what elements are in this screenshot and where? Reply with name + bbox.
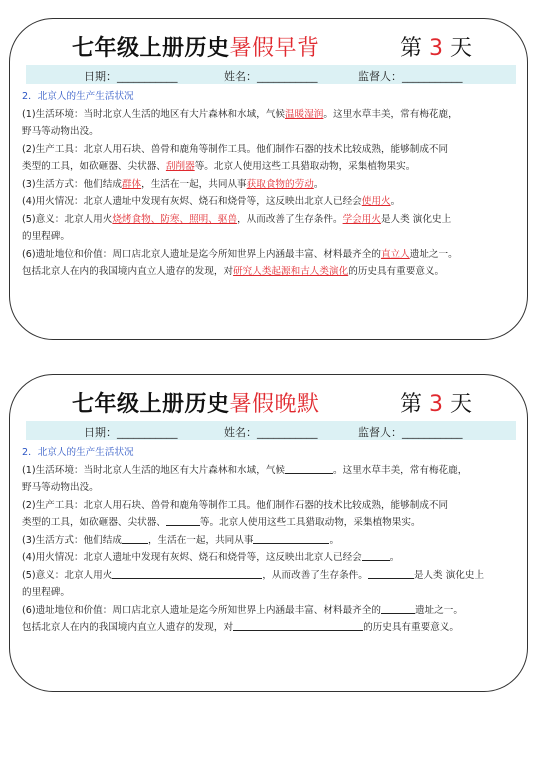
text-span: (6)遗址地位和价值：周口店北京人遗址是迄今所知世界上内涵最丰富、材料最齐全的 [22,604,381,616]
text-span: 。 [329,534,340,546]
text-span: (3)生活方式：他们结成 [22,178,122,190]
line-value [22,263,515,281]
answer-climate: 温暖湿润 [285,108,324,120]
text-span: 类型的工具，如砍砸器、尖状器、 [22,161,166,172]
blank-group[interactable] [122,532,148,544]
line-value [22,619,515,637]
day-counter [400,31,472,62]
blank-homo-erectus[interactable] [381,602,415,614]
title-plain: 七年级上册历史 [72,36,230,61]
line-fire-use [22,193,515,211]
line-lifestyle [22,532,515,550]
line-significance [22,211,515,229]
content-body [22,88,515,281]
card-title [72,31,320,62]
card-header [10,31,527,65]
text-span: 。这里水草丰美，常有梅花鹿， [323,108,458,120]
day-counter [400,387,472,418]
blank-learned-fire[interactable] [368,567,414,579]
title-accent: 暑假晚默 [229,392,320,417]
line-site-status [22,246,515,264]
line-environment [22,106,515,124]
answer-fire: 使用火 [361,196,391,207]
text-span: 等。北京人使用这些工具猎取动物，采集植物果实。 [199,517,421,528]
line-site-status [22,602,515,620]
text-span: 。 [389,552,400,563]
text-span: 遗址之一。 [414,604,463,616]
text-span: 。这里水草丰美，常有梅花鹿， [333,464,468,476]
evening-dictation-card [9,374,528,692]
text-span: (4)用火情况：北京人遗址中发现有灰烬、烧石和烧骨等，这反映出北京人已经会 [22,196,362,207]
line-fire-use [22,549,515,567]
text-span: 包括北京人在内的我国境内直立人遗存的发现，对 [22,622,234,633]
line-tools: (2)生产工具：北京人用石块、兽骨和鹿角等制作工具。他们制作石器的技术比较成熟，能够制成不同 [22,499,449,511]
text-span: 。 [390,196,401,207]
line-milestone: 的里程碑。 [22,587,70,598]
name-field[interactable]: 姓名：___________ [224,426,318,439]
blank-fire[interactable] [362,549,390,561]
date-field[interactable]: 日期：___________ [84,70,178,83]
answer-homo-erectus: 直立人 [380,248,410,260]
line-significance [22,567,515,585]
text-span: ，生活在一起，共同从事 [147,534,254,546]
text-span: 遗址之一。 [409,248,458,260]
card-header [10,387,527,421]
day-prefix: 第 [400,392,423,417]
text-span: 类型的工具，如砍砸器、尖状器、 [22,517,166,528]
answer-learned-fire: 学会用火 [342,213,381,225]
day-number: 3 [429,36,444,61]
text-span: 等。北京人使用这些工具猎取动物，采集植物果实。 [194,161,416,172]
text-span: ，生活在一起，共同从事 [141,178,247,190]
title-plain: 七年级上册历史 [72,392,230,417]
text-span: 是人类 演化史上 [380,213,452,225]
name-field[interactable]: 姓名：___________ [224,70,318,83]
text-span: 包括北京人在内的我国境内直立人遗存的发现，对 [22,266,234,277]
info-bar [26,421,516,440]
card-title [72,387,320,418]
day-prefix: 第 [400,36,423,61]
title-accent: 暑假早背 [229,36,320,61]
line-animals: 野马等动物出没。 [22,482,99,493]
line-tool-types [22,158,515,176]
line-milestone: 的里程碑。 [22,231,70,242]
answer-research: 研究人类起源和古人类演化 [233,266,349,277]
morning-recite-card [9,18,528,340]
text-span: (5)意义：北京人用火 [22,569,113,581]
supervisor-field[interactable]: 监督人：___________ [358,70,463,83]
blank-labor[interactable] [253,532,329,544]
line-tool-types [22,514,515,532]
answer-tool: 刮削器 [165,161,195,172]
answer-group: 群体 [121,178,142,190]
day-suffix: 天 [450,36,473,61]
answer-labor: 获取食物的劳动 [246,178,314,190]
content-body [22,444,515,637]
text-span: ，从而改善了生存条件。 [262,569,368,581]
blank-tool[interactable] [166,514,200,526]
text-span: (5)意义：北京人用火 [22,213,113,225]
text-span: (1)生活环境：当时北京人生活的地区有大片森林和水域，气候 [22,464,286,476]
line-tools: (2)生产工具：北京人用石块、兽骨和鹿角等制作工具。他们制作石器的技术比较成熟，能够制成不同 [22,143,449,155]
blank-climate[interactable] [285,462,333,474]
text-span: 的历史具有重要意义。 [363,622,459,633]
supervisor-field[interactable]: 监督人：___________ [358,426,463,439]
info-bar [26,65,516,84]
text-span: 。 [313,178,324,190]
section-heading: 2．北京人的生产生活状况 [22,447,134,458]
day-suffix: 天 [450,392,473,417]
blank-research[interactable] [233,619,363,631]
text-span: (3)生活方式：他们结成 [22,534,122,546]
text-span: (4)用火情况：北京人遗址中发现有灰烬、烧石和烧骨等，这反映出北京人已经会 [22,552,362,563]
text-span: (6)遗址地位和价值：周口店北京人遗址是迄今所知世界上内涵最丰富、材料最齐全的 [22,248,381,260]
text-span: 的历史具有重要意义。 [348,266,445,277]
text-span: 是人类 演化史上 [413,569,485,581]
line-environment [22,462,515,480]
blank-fire-purposes[interactable] [112,567,262,579]
date-field[interactable]: 日期：___________ [84,426,178,439]
line-lifestyle [22,176,515,194]
answer-fire-purposes: 烧烤食物、防寒、照明、驱兽 [112,213,238,225]
day-number: 3 [429,392,444,417]
text-span: (1)生活环境：当时北京人生活的地区有大片森林和水域，气候 [22,108,286,120]
line-animals: 野马等动物出没。 [22,126,99,137]
section-heading: 2．北京人的生产生活状况 [22,91,134,102]
text-span: ，从而改善了生存条件。 [237,213,343,225]
